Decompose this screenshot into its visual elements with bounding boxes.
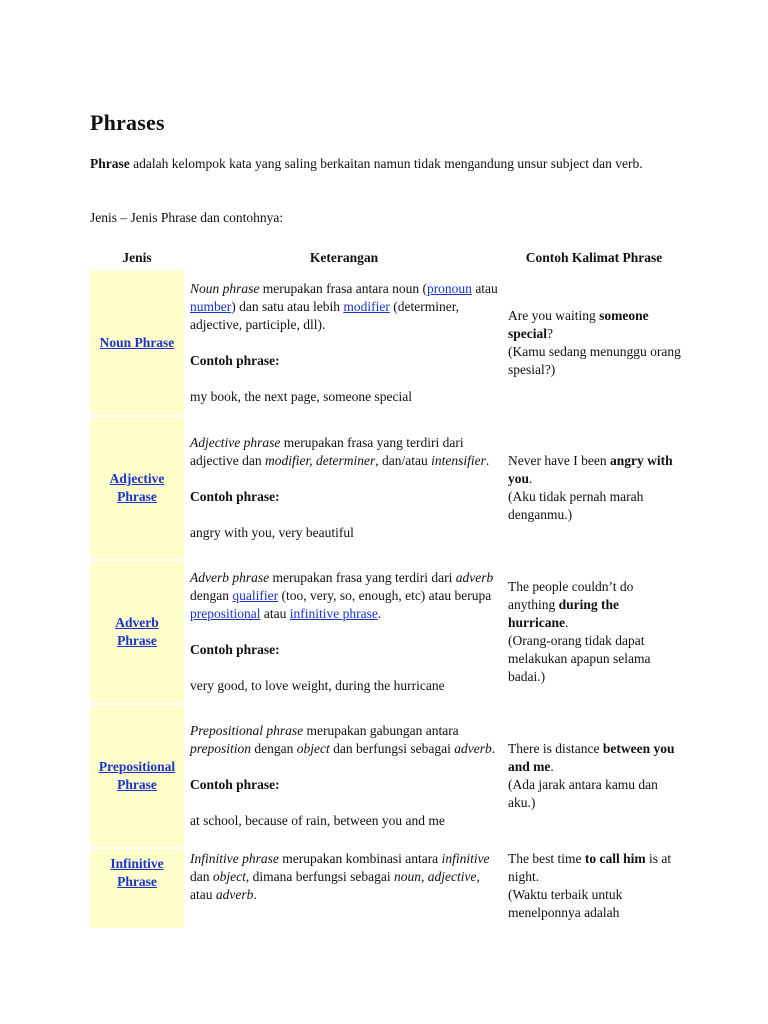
jenis-cell [90,705,184,847]
contoh-cell [504,849,684,928]
subheading: Jenis – Jenis Phrase dan contohnya: [90,210,284,225]
jenis-cell [90,271,184,415]
table-row [90,705,684,847]
intro-text: adalah kelompok kata yang saling berkaitan namun tidak mengandung unsur subject dan verb. [129,156,643,171]
contoh-cell [504,561,684,703]
definition: Adjective phrase merupakan frasa yang terdiri dari adjective dan modifier, determiner, dan/atau intensifier. [190,435,490,468]
jenis-cell [90,849,184,928]
table-row [90,849,684,928]
definition: Prepositional phrase merupakan gabungan antara preposition dengan object dan berfungsi sebagai adverb. [190,723,496,756]
example-translation: (Aku tidak pernah marah denganmu.) [508,489,644,522]
example-sentence: There is distance between you and me. [508,741,675,774]
table-row [90,417,684,559]
table-row [90,271,684,415]
contoh-label: Contoh phrase: [190,353,280,368]
contoh-cell [504,417,684,559]
keterangan-cell [186,417,502,559]
infinitive-phrase-type-link[interactable]: Infinitive Phrase [110,856,164,889]
contoh-label: Contoh phrase: [190,642,280,657]
adverb-phrase-link[interactable]: Adverb Phrase [115,615,159,648]
jenis-cell [90,417,184,559]
example-sentence: The people couldn’t do anything during the hurricane. [508,579,634,630]
header-jenis: Jenis [122,250,152,265]
contoh-cell [504,271,684,415]
example-translation: (Orang-orang tidak dapat melakukan apapun selama badai.) [508,633,651,684]
keterangan-cell [186,849,502,928]
keterangan-cell [186,561,502,703]
page-title: Phrases [90,110,165,135]
number-link[interactable]: number [190,299,232,314]
example-sentence: Never have I been angry with you. [508,453,673,486]
table-row [90,561,684,703]
prepositional-phrase-link[interactable]: Prepositional Phrase [98,759,176,792]
example-translation: (Waktu terbaik untuk menelponnya adalah [508,887,623,920]
intro-term: Phrase [90,156,130,171]
example-sentence: The best time to call him is at night. [508,851,672,884]
example-translation: (Ada jarak antara kamu dan aku.) [508,777,658,810]
adjective-phrase-link[interactable]: Adjective Phrase [109,471,165,504]
phrase-table [88,244,686,930]
examples: very good, to love weight, during the hurricane [190,678,445,693]
infinitive-phrase-link[interactable]: infinitive phrase [289,606,378,621]
qualifier-link[interactable]: qualifier [232,588,279,603]
table-header-row [90,246,684,269]
pronoun-link[interactable]: pronoun [426,281,472,296]
contoh-cell [504,705,684,847]
examples: at school, because of rain, between you and me [190,813,445,828]
examples: angry with you, very beautiful [190,525,354,540]
contoh-label: Contoh phrase: [190,777,280,792]
keterangan-cell [186,705,502,847]
definition: Infinitive phrase merupakan kombinasi antara infinitive dan object, dimana berfungsi sebagai noun, adjective, atau adverb. [190,851,490,902]
contoh-label: Contoh phrase: [190,489,280,504]
modifier-link[interactable]: modifier [343,299,390,314]
definition: Adverb phrase merupakan frasa yang terdiri dari adverb dengan qualifier (too, very, so, enough, etc) atau berupa prepositional atau infinitive phrase. [190,570,494,621]
examples: my book, the next page, someone special [190,389,412,404]
header-contoh: Contoh Kalimat Phrase [525,250,663,265]
keterangan-cell [186,271,502,415]
noun-phrase-link[interactable]: Noun Phrase [99,335,175,350]
example-translation: (Kamu sedang menunggu orang spesial?) [508,344,681,377]
prepositional-link[interactable]: prepositional [190,606,261,621]
jenis-cell [90,561,184,703]
example-sentence: Are you waiting someone special? [508,308,649,341]
header-keterangan: Keterangan [309,250,379,265]
definition: Noun phrase merupakan frasa antara noun (pronoun atau number) dan satu atau lebih modifier (determiner, adjective, participle, dll). [190,281,498,332]
intro-paragraph [90,154,690,173]
